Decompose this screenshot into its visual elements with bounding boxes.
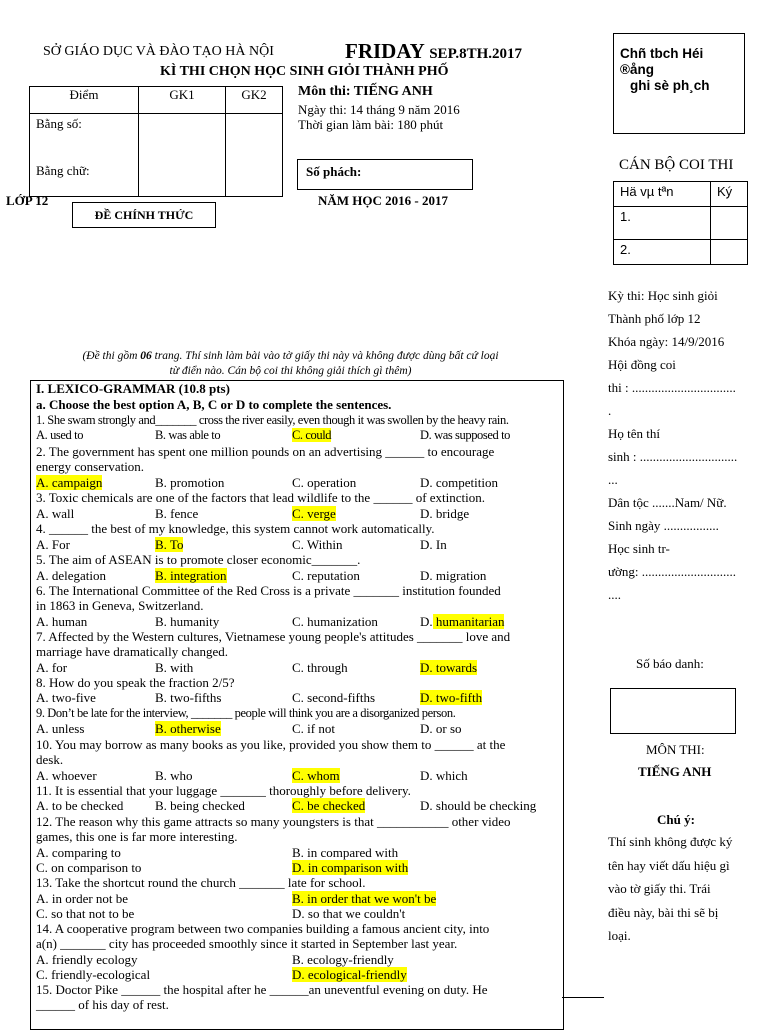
subject: Môn thi: TIẾNG ANH xyxy=(298,84,433,99)
so-bao-danh-label: Số báo danh: xyxy=(636,656,704,671)
highlighted-answer: B. To xyxy=(155,537,184,552)
option-letter: D. xyxy=(420,614,433,629)
highlighted-answer: D. two-fifth xyxy=(420,690,483,705)
highlighted-answer: C. be checked xyxy=(292,798,366,813)
question-7-text: 7. Affected by the Western cultures, Vietnamese young people's attitudes _______ love and xyxy=(36,629,511,644)
note-heading: Chú ý: xyxy=(657,812,695,827)
question-12-option: A. comparing to xyxy=(36,845,121,860)
question-13-option: A. in order not be xyxy=(36,891,129,906)
school-year: NĂM HỌC 2016 - 2017 xyxy=(318,193,448,208)
candidate-info-line: Sinh ngày ................. xyxy=(608,518,719,533)
mon-thi-label: MÔN THI: xyxy=(646,742,705,757)
question-11-option: A. to be checked xyxy=(36,798,124,813)
question-11-text: 11. It is essential that your luggage _______ thoroughly before delivery. xyxy=(36,783,411,798)
question-1-option xyxy=(292,428,331,443)
score-word-label: Bằng chữ: xyxy=(36,163,90,178)
question-14-option: A. friendly ecology xyxy=(36,952,138,967)
proctor-title: CÁN BỘ COI THI xyxy=(619,157,734,173)
highlighted-answer: B. integration xyxy=(155,568,227,583)
highlighted-answer: C. whom xyxy=(292,768,340,783)
highlighted-answer: D. ecological-friendly xyxy=(292,967,407,982)
question-2-option: C. operation xyxy=(292,475,357,490)
department-name: SỞ GIÁO DỤC VÀ ĐÀO TẠO HÀ NỘI xyxy=(43,44,274,59)
candidate-info xyxy=(608,284,756,606)
subject-name: TIẾNG ANH xyxy=(638,764,712,779)
question-11-option: B. being checked xyxy=(155,798,245,813)
candidate-info-line: thi : ................................ xyxy=(608,380,736,395)
candidate-info-line: sinh : .............................. xyxy=(608,449,738,464)
question-8-option xyxy=(420,690,482,705)
question-4-option: C. Within xyxy=(292,537,343,552)
highlighted-answer: D. in comparison with xyxy=(292,860,409,875)
score-header: Điểm xyxy=(30,87,139,114)
section-title: I. LEXICO-GRAMMAR (10.8 pts) xyxy=(36,381,230,396)
candidate-info-line: Thành phố lớp 12 xyxy=(608,311,701,326)
proctor-sign-2 xyxy=(711,240,748,265)
highlighted-answer: humanitarian xyxy=(432,614,505,629)
question-9-text: 9. Don’t be late for the interview, _______ people will think you are a disorganized person. xyxy=(36,706,456,720)
question-12-option: C. on comparison to xyxy=(36,860,142,875)
question-8-option: B. two-fifths xyxy=(155,690,222,705)
question-4-text: 4. ______ the best of my knowledge, this system cannot work automatically. xyxy=(36,521,435,536)
exam-date-stamp: SEP.8TH.2017 xyxy=(429,46,523,62)
so-bao-danh-box xyxy=(610,688,736,734)
question-8-option: C. second-fifths xyxy=(292,690,376,705)
candidate-info-line: Dân tộc .......Nam/ Nữ. xyxy=(608,495,727,510)
question-14-text: 14. A cooperative program between two companies building a famous ancient city, into xyxy=(36,921,490,936)
section-instruction: a. Choose the best option A, B, C or D to complete the sentences. xyxy=(36,397,392,412)
exam-day-text: FRIDAY xyxy=(345,39,424,63)
question-10-text: desk. xyxy=(36,752,64,767)
question-7-option xyxy=(420,660,477,675)
question-11-option: D. should be checking xyxy=(420,798,537,813)
question-8-option: A. two-five xyxy=(36,690,96,705)
candidate-info-line: . xyxy=(608,403,612,418)
exam-day xyxy=(345,39,522,64)
note-text xyxy=(608,830,758,948)
exam-title: KÌ THI CHỌN HỌC SINH GIỎI THÀNH PHỐ xyxy=(160,64,449,79)
question-13-option: D. so that we couldn't xyxy=(292,906,406,921)
exam-duration: Thời gian làm bài: 180 phút xyxy=(298,117,444,132)
question-4-option: A. For xyxy=(36,537,70,552)
candidate-info-line: .... xyxy=(608,587,621,602)
highlighted-answer: B. in order that we won't be xyxy=(292,891,437,906)
question-7-text: marriage have dramatically changed. xyxy=(36,644,229,659)
question-1-option: A. used to xyxy=(36,428,84,442)
question-7-option: B. with xyxy=(155,660,194,675)
question-14-option: C. friendly-ecological xyxy=(36,967,151,982)
note-text-line: vào tờ giấy thi. Trái xyxy=(608,881,711,896)
gk2-cell xyxy=(226,114,283,197)
garbled-title-line: Chñ tbch Héi xyxy=(620,46,704,61)
proctor-row-1: 1. xyxy=(614,207,711,240)
exam-date: Ngày thi: 14 tháng 9 năm 2016 xyxy=(298,102,460,117)
question-3-option xyxy=(292,506,336,521)
question-3-text: 3. Toxic chemicals are one of the factors that lead wildlife to the ______ of extinction. xyxy=(36,490,486,505)
official-exam-badge: ĐỀ CHÍNH THỨC xyxy=(72,202,216,228)
highlighted-answer: D. towards xyxy=(420,660,478,675)
question-13-option: C. so that not to be xyxy=(36,906,135,921)
question-12-option: B. in compared with xyxy=(292,845,399,860)
proctor-sign-header: Ký xyxy=(711,182,748,207)
highlighted-answer: C. could xyxy=(292,428,332,442)
question-7-option: A. for xyxy=(36,660,68,675)
question-6-option xyxy=(420,614,504,629)
question-2-option: B. promotion xyxy=(155,475,225,490)
highlighted-answer: B. otherwise xyxy=(155,721,221,736)
candidate-info-line: ... xyxy=(608,472,618,487)
note-text-line: tên hay viết dấu hiệu gì xyxy=(608,857,730,873)
question-9-option: D. or so xyxy=(420,721,462,736)
candidate-info-line: ường: ............................. xyxy=(608,564,737,579)
question-6-text: 6. The International Committee of the Red Cross is a private _______ institution founded xyxy=(36,583,501,598)
question-2-option xyxy=(36,475,102,490)
question-13-text: 13. Take the shortcut round the church _______ late for school. xyxy=(36,875,366,890)
gk2-header: GK2 xyxy=(226,87,283,114)
grade-label: LỚP 12 xyxy=(6,193,49,208)
question-15-text: 15. Doctor Pike ______ the hospital after he ______an uneventful evening on duty. He xyxy=(36,982,488,997)
highlighted-answer: A. campaign xyxy=(36,475,103,490)
proctor-sign-1 xyxy=(711,207,748,240)
candidate-info-line: Họ tên thí xyxy=(608,426,660,441)
question-6-option: C. humanization xyxy=(292,614,378,629)
garbled-title-line: ®ång xyxy=(620,62,654,77)
question-5-option: A. delegation xyxy=(36,568,107,583)
question-6-option: B. humanity xyxy=(155,614,220,629)
gk1-header: GK1 xyxy=(139,87,226,114)
question-13-option xyxy=(292,891,436,906)
proctor-table xyxy=(613,181,748,265)
question-5-option: D. migration xyxy=(420,568,487,583)
question-5-option: C. reputation xyxy=(292,568,360,583)
question-9-option: C. if not xyxy=(292,721,335,736)
question-5-text: 5. The aim of ASEAN is to promote closer economic_______. xyxy=(36,552,361,567)
question-1-option: D. was supposed to xyxy=(420,428,511,442)
question-14-option xyxy=(292,967,407,982)
note-pages: 06 xyxy=(140,350,152,362)
note-after: trang. Thí sinh làm bài vào tờ giấy thi này và không được dùng bất cứ loại từ điển nào. Cán bộ coi thi không giải thích gì thêm) xyxy=(151,350,499,377)
question-2-text: 2. The government has spent one million pounds on an advertising ______ to encourage xyxy=(36,444,495,459)
candidate-info-line: Hội đồng coi xyxy=(608,357,676,372)
highlighted-answer: C. verge xyxy=(292,506,336,521)
garbled-title-line: ghi sè ph¸ch xyxy=(630,78,710,93)
question-10-text: 10. You may borrow as many books as you like, provided you show them to ______ at the xyxy=(36,737,506,752)
question-2-text: energy conservation. xyxy=(36,459,145,474)
garbled-title-box xyxy=(613,33,745,134)
subject-info xyxy=(298,102,460,132)
question-10-option: A. whoever xyxy=(36,768,97,783)
question-6-text: in 1863 in Geneva, Switzerland. xyxy=(36,598,204,613)
note-text-line: Thí sinh không được ký xyxy=(608,834,733,849)
question-10-option xyxy=(292,768,340,783)
proctor-name-header: Hä vµ tªn xyxy=(614,182,711,207)
candidate-info-line: Khóa ngày: 14/9/2016 xyxy=(608,334,725,349)
candidate-info-line: Kỳ thi: Học sinh giỏi xyxy=(608,288,718,303)
question-1-option: B. was able to xyxy=(155,428,221,442)
question-8-text: 8. How do you speak the fraction 2/5? xyxy=(36,675,235,690)
note-text-line: loại. xyxy=(608,928,631,943)
question-11-option xyxy=(292,798,365,813)
exam-note xyxy=(78,349,503,379)
question-10-option: B. who xyxy=(155,768,193,783)
question-3-option: B. fence xyxy=(155,506,199,521)
question-9-option xyxy=(155,721,221,736)
question-5-option xyxy=(155,568,227,583)
score-cell xyxy=(30,114,139,197)
proctor-row-2: 2. xyxy=(614,240,711,265)
question-1-text: 1. She swam strongly and_______ cross the river easily, even though it was swollen by the heavy rain. xyxy=(36,413,509,427)
question-12-text: games, this one is far more interesting. xyxy=(36,829,238,844)
divider xyxy=(562,997,604,998)
so-phach-label: Số phách: xyxy=(306,164,362,179)
question-14-text: a(n) _______ city has proceeded smoothly since it started in September last year. xyxy=(36,936,458,951)
question-2-option: D. competition xyxy=(420,475,498,490)
question-9-option: A. unless xyxy=(36,721,85,736)
score-table xyxy=(29,86,283,197)
gk1-cell xyxy=(139,114,226,197)
question-6-option: A. human xyxy=(36,614,88,629)
score-number-label: Bằng số: xyxy=(36,116,82,131)
question-4-option: D. In xyxy=(420,537,447,552)
question-12-option xyxy=(292,860,408,875)
question-3-option: A. wall xyxy=(36,506,75,521)
question-15-text: ______ of his day of rest. xyxy=(36,997,169,1012)
note-text-line: điều này, bài thi sẽ bị xyxy=(608,904,719,920)
question-3-option: D. bridge xyxy=(420,506,470,521)
question-7-option: C. through xyxy=(292,660,348,675)
question-4-option xyxy=(155,537,183,552)
candidate-info-line: Học sinh tr- xyxy=(608,541,670,556)
question-14-option: B. ecology-friendly xyxy=(292,952,394,967)
question-12-text: 12. The reason why this game attracts so many youngsters is that ___________ other video xyxy=(36,814,511,829)
so-phach-box xyxy=(297,159,473,190)
note-before: (Đề thi gồm xyxy=(82,350,141,362)
question-10-option: D. which xyxy=(420,768,468,783)
